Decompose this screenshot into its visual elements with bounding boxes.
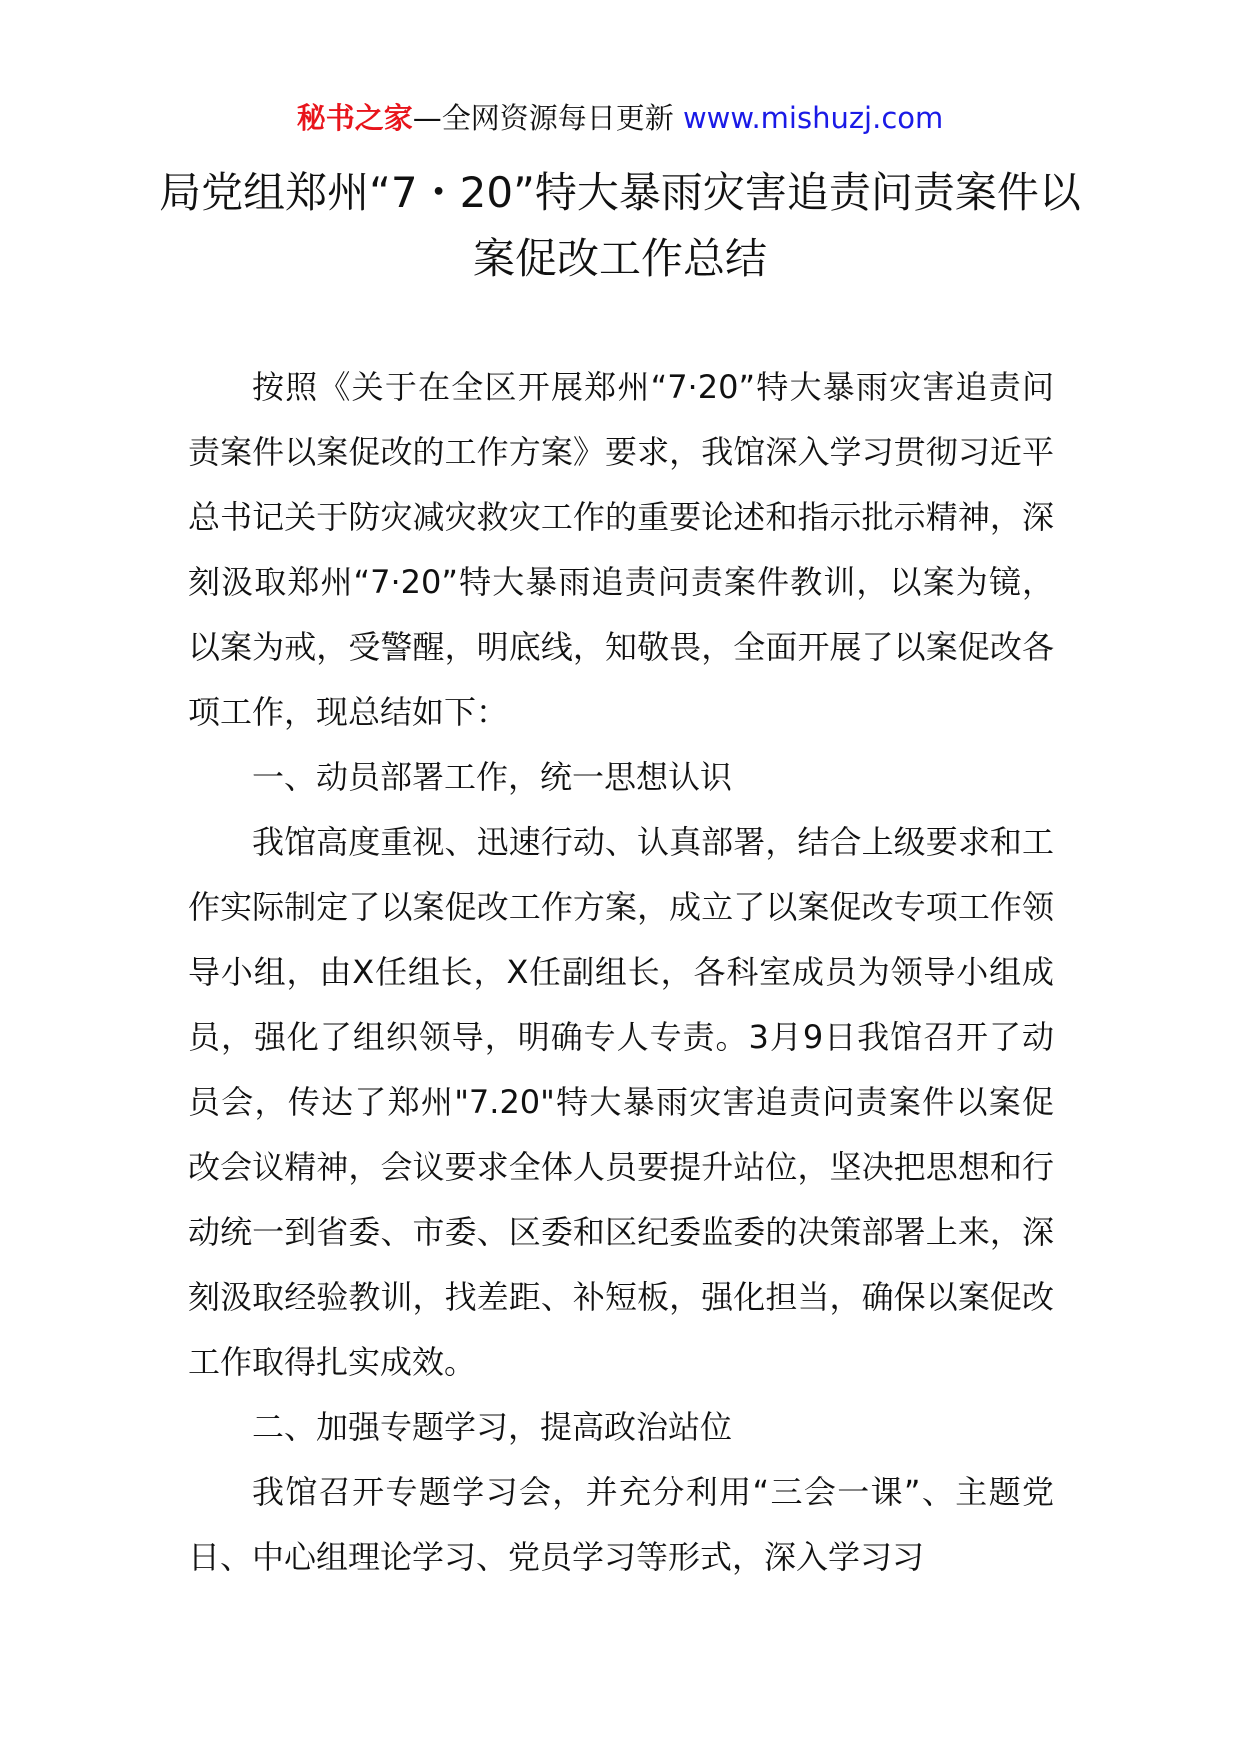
site-tagline: —全网资源每日更新 xyxy=(412,101,683,135)
site-brand: 秘书之家 xyxy=(296,101,413,135)
site-banner xyxy=(0,98,1240,138)
section-heading-2: 二、加强专题学习，提高政治站位 xyxy=(252,1408,733,1446)
document-title: 局党组郑州“7・20”特大暴雨灾害追责问责案件以案促改工作总结 xyxy=(159,168,1081,283)
section-heading-1: 一、动员部署工作，统一思想认识 xyxy=(252,758,733,796)
paragraph-intro: 按照《关于在全区开展郑州“7·20”特大暴雨灾害追责问责案件以案促改的工作方案》要求，我馆深入学习贯彻习近平总书记关于防灾减灾救灾工作的重要论述和指示批示精神，深刻汲取郑州“7·20”特大暴雨追责问责案件教训，以案为镜，以案为戒，受警醒，明底线，知敬畏，全面开展了以案促改各项工作，现总结如下： xyxy=(188,368,1054,731)
document-body xyxy=(188,355,1054,1590)
site-url-link[interactable]: www.mishuzj.com xyxy=(682,101,944,135)
paragraph-section-1: 我馆高度重视、迅速行动、认真部署，结合上级要求和工作实际制定了以案促改工作方案，成立了以案促改专项工作领导小组，由X任组长，X任副组长，各科室成员为领导小组成员，强化了组织领导，明确专人专责。3月9日我馆召开了动员会，传达了郑州"7.20"特大暴雨灾害追责问责案件以案促改会议精神，会议要求全体人员要提升站位，坚决把思想和行动统一到省委、市委、区委和区纪委监委的决策部署上来，深刻汲取经验教训，找差距、补短板，强化担当，确保以案促改工作取得扎实成效。 xyxy=(188,823,1054,1381)
paragraph-section-2: 我馆召开专题学习会，并充分利用“三会一课”、主题党日、中心组理论学习、党员学习等形式，深入学习习 xyxy=(188,1473,1054,1576)
